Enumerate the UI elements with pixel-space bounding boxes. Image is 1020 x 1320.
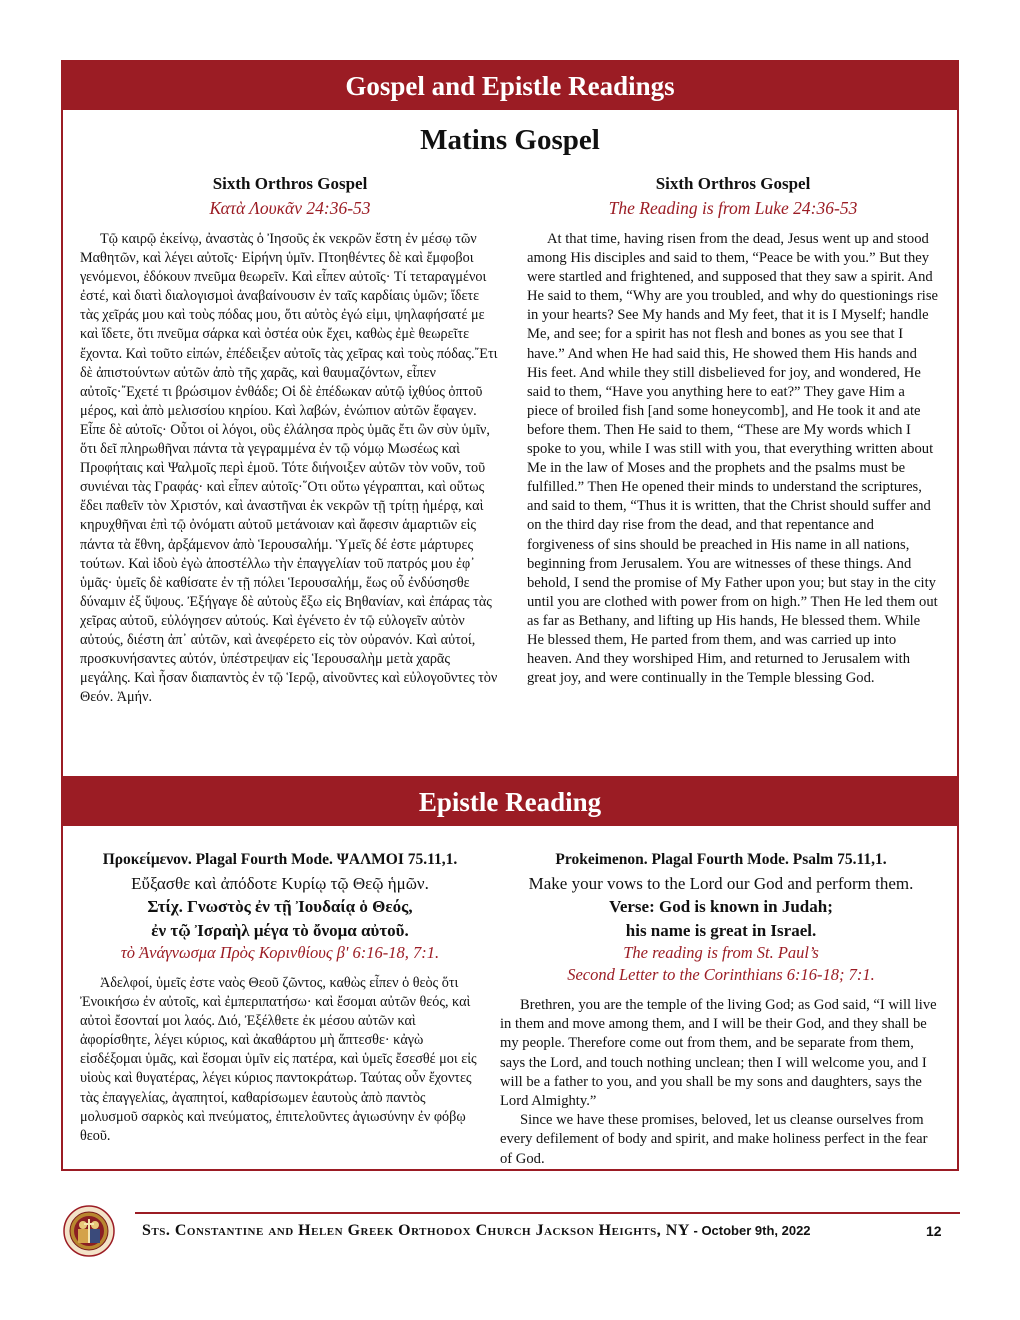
greek-prokeimenon: Προκείμενον. Plagal Fourth Mode. ΨΑΛΜΟΙ 75.11,1. (102, 851, 458, 868)
english-epistle-reference-1: The reading is from St. Paul’s (623, 943, 819, 962)
church-seal-icon (63, 1205, 115, 1257)
bulletin-date: - October 9th, 2022 (689, 1223, 811, 1238)
readings-banner: Gospel and Epistle Readings (61, 60, 959, 110)
epistle-english-column (500, 848, 942, 1169)
english-epistle-text (500, 996, 942, 1169)
english-prokeimenon: Prokeimenon. Plagal Fourth Mode. Psalm 75.11,1. (555, 851, 887, 868)
english-verse-line-1: Verse: God is known in Judah; (609, 897, 833, 916)
greek-gospel-heading: Sixth Orthros Gospel (212, 174, 368, 193)
page-number: 12 (926, 1223, 942, 1239)
english-epistle-reference-2: Second Letter to the Corinthians 6:16-18; 7:1. (567, 965, 875, 984)
greek-gospel-text: Τῷ καιρῷ ἐκείνῳ, ἀναστὰς ὁ Ἰησοῦς ἐκ νεκρῶν ἔστη ἐν μέσῳ τῶν Μαθητῶν, καὶ λέγει αὐτοῖς· Εἰρήνη ὑμῖν. Πτοηθέντες δὲ καὶ ἔμφοβοι γενόμενοι, ἐδόκουν πνεῦμα θεωρεῖν. Καὶ εἶπεν αὐτοῖς· Τί τεταραγμένοι ἐστέ, καὶ διατὶ διαλογισμοὶ ἀναβαίνουσιν ἐν ταῖς καρδίαις ὑμῶν; ἴδετε τὰς χεῖράς μου καὶ τοὺς πόδας μου, ὅτι αὐτὸς ἐγώ εἰμι, ψηλαφήσατέ με καὶ ἴδετε, ὅτι πνεῦμα σάρκα καὶ ὀστέα οὐκ ἔχει, καθὼς ἐμὲ θεωρεῖτε ἔχοντα. Καὶ τοῦτο εἰπών, ἐπέδειξεν αὐτοῖς τὰς χεῖρας καὶ τοὺς πόδας.῎Ετι δὲ ἀπιστούντων αὐτῶν ἀπὸ τῆς χαρᾶς, καὶ θαυμαζόντων, εἶπεν αὐτοῖς·῎Εχετέ τι βρώσιμον ἐνθάδε; Οἱ δὲ ἐπέδωκαν αὐτῷ ἰχθύος ὀπτοῦ μέρος, καὶ ἀπὸ μελισσίου κηρίου. Καὶ λαβών, ἐνώπιον αὐτῶν ἔφαγεν. Εἶπε δὲ αὐτοῖς· Οὗτοι οἱ λόγοι, οὓς ἐλάλησα πρὸς ὑμᾶς ἔτι ὢν σὺν ὑμῖν, ὅτι δεῖ πληρωθῆναι πάντα τὰ γεγραμμένα ἐν τῷ νόμῳ Μωσέως καὶ Προφήταις καὶ Ψαλμοῖς περὶ ἐμοῦ. Τότε διήνοιξεν αὐτῶν τὸν νοῦν, τοῦ συνιέναι τὰς Γραφάς· καὶ εἶπεν αὐτοῖς·῞Οτι οὕτω γέγραπται, καὶ οὕτως ἔδει παθεῖν τὸν Χριστόν, καὶ ἀναστῆναι ἐκ νεκρῶν τῇ τρίτῃ ἡμέρᾳ, καὶ κηρυχθῆναι ἐπὶ τῷ ὀνόματι αὐτοῦ μετάνοιαν καὶ ἄφεσιν ἁμαρτιῶν εἰς πάντα τὰ ἔθνη, ἀρξάμενον ἀπὸ Ἱερουσαλήμ. Ὑμεῖς δέ ἐστε μάρτυρες τούτων. Καὶ ἰδοὺ ἐγὼ ἀποστέλλω τὴν ἐπαγγελίαν τοῦ πατρός μου ἐφ᾽ ὑμᾶς· ὑμεῖς δὲ καθίσατε ἐν τῇ πόλει Ἱερουσαλήμ, ἕως οὗ ἐνδύσησθε δύναμιν ἐξ ὕψους. Ἐξήγαγε δὲ αὐτοὺς ἔξω εἰς Βηθανίαν, καὶ ἐπάρας τὰς χεῖρας αὐτοῦ, εὐλόγησεν αὐτούς. Καὶ ἐγένετο ἐν τῷ εὐλογεῖν αὐτὸν αὐτούς, διέστη ἀπ᾽ αὐτῶν, καὶ ἀνεφέρετο εἰς τὸν οὐρανόν. Καὶ αὐτοί, προσκυνήσαντες αὐτόν, ὑπέστρεψαν εἰς Ἱερουσαλὴμ μετὰ χαρᾶς μεγάλης. Καὶ ἦσαν διαπαντὸς ἐν τῷ Ἱερῷ, αἰνοῦντες καὶ εὐλογοῦντες τὸν Θεόν. Ἀμήν. (80, 231, 498, 706)
matins-greek-column (80, 172, 500, 707)
english-verse-line-2: his name is great in Israel. (625, 920, 817, 940)
matins-english-column (527, 172, 939, 688)
footer-church-name (142, 1222, 811, 1240)
greek-epistle-reference: τὸ Ἀνάγνωσμα Πρὸς Κορινθίους β' 6:16-18, 7:1. (120, 943, 440, 962)
greek-verse-line-1: Στίχ. Γνωστὸς ἐν τῇ Ἰουδαίᾳ ὁ Θεός, (147, 897, 413, 916)
english-epistle-paragraph-2: Since we have these promises, beloved, let us cleanse ourselves from every defilement of body and spirit, and make holiness perfect in the fear of God. (500, 1112, 928, 1167)
english-gospel-heading: Sixth Orthros Gospel (655, 174, 811, 193)
matins-gospel-title: Matins Gospel (420, 124, 600, 156)
greek-epistle-text: Ἀδελφοί, ὑμεῖς ἐστε ναὸς Θεοῦ ζῶντος, καθὼς εἶπεν ὁ θεὸς ὅτι Ἐνοικήσω ἐν αὐτοῖς, καὶ ἐμπεριπατήσω· καὶ ἔσομαι αὐτῶν θεός, καὶ αὐτοὶ ἔσονταί μοι λαός. Διό, Ἐξέλθετε ἐκ μέσου αὐτῶν καὶ ἀφορίσθητε, λέγει κύριος, καὶ ἀκαθάρτου μὴ ἅπτεσθε· κἀγὼ εἰσδέξομαι ὑμᾶς, καὶ ἔσομαι ὑμῖν εἰς πατέρα, καὶ ὑμεῖς ἔσεσθέ μοι εἰς υἱοὺς καὶ θυγατέρας, λέγει κύριος παντοκράτωρ. Ταύτας οὖν ἔχοντες τὰς ἐπαγγελίας, ἀγαπητοί, καθαρίσωμεν ἑαυτοὺς ἀπὸ παντὸς μολυσμοῦ σαρκὸς καὶ πνεύματος, ἐπιτελοῦντες ἁγιωσύνην ἐν φόβῳ θεοῦ. (80, 975, 477, 1144)
english-prokeimenon-line: Make your vows to the Lord our God and perform them. (528, 873, 914, 893)
greek-gospel-reference: Κατὰ Λουκᾶν 24:36-53 (209, 198, 371, 218)
epistle-banner: Epistle Reading (61, 776, 959, 826)
epistle-greek-column (80, 848, 480, 1146)
church-name: Sts. Constantine and Helen Greek Orthodox Church Jackson Heights, NY (142, 1222, 690, 1239)
footer-divider (135, 1212, 960, 1214)
greek-prokeimenon-line: Εὔξασθε καὶ ἀπόδοτε Κυρίῳ τῷ Θεῷ ἡμῶν. (131, 873, 429, 893)
english-gospel-text: At that time, having risen from the dead, Jesus went up and stood among His disciples and said to them, “Peace be with you.” But they were startled and frightened, and supposed that they saw a spirit. And He said to them, “Why are you troubled, and why do questionings rise in your hearts? See My hands and My feet, that it is I Myself; handle Me, and see; for a spirit has not flesh and bones as you see that I have.” And when He had said this, He showed them His hands and His feet. And while they still disbelieved for joy, and wondered, He said to them, “Have you anything here to eat?” They gave Him a piece of broiled fish [and some honeycomb], and He took it and ate before them. Then He said to them, “These are My words which I spoke to you, while I was still with you, that everything written about Me in the law of Moses and the prophets and the psalms must be fulfilled.” Then He opened their minds to understand the scriptures, and said to them, “Thus it is written, that the Christ should suffer and on the third day rise from the dead, and that repentance and forgiveness of sins should be preached in His name in all nations, beginning from Jerusalem. You are witnesses of these things. And behold, I send the promise of My Father upon you; but stay in the city until you are clothed with power from on high.” Then He led them out as far as Bethany, and lifting up His hands, He blessed them. While He blessed them, He parted from them, and was carried up into heaven. And they worshiped Him, and returned to Jerusalem with great joy, and were continually in the Temple blessing God. (527, 231, 938, 687)
english-gospel-reference: The Reading is from Luke 24:36-53 (608, 198, 858, 218)
english-epistle-paragraph-1: Brethren, you are the temple of the living God; as God said, “I will live in them and move among them, and I will be their God, and they shall be my people. Therefore come out from them, and be separate from them, says the Lord, and touch nothing unclean; then I will welcome you, and I will be a father to you, and you shall be my sons and daughters, says the Lord Almighty.” (500, 997, 937, 1110)
greek-verse-line-2: ἐν τῷ Ἰσραὴλ μέγα τὸ ὄνομα αὐτοῦ. (151, 920, 409, 940)
